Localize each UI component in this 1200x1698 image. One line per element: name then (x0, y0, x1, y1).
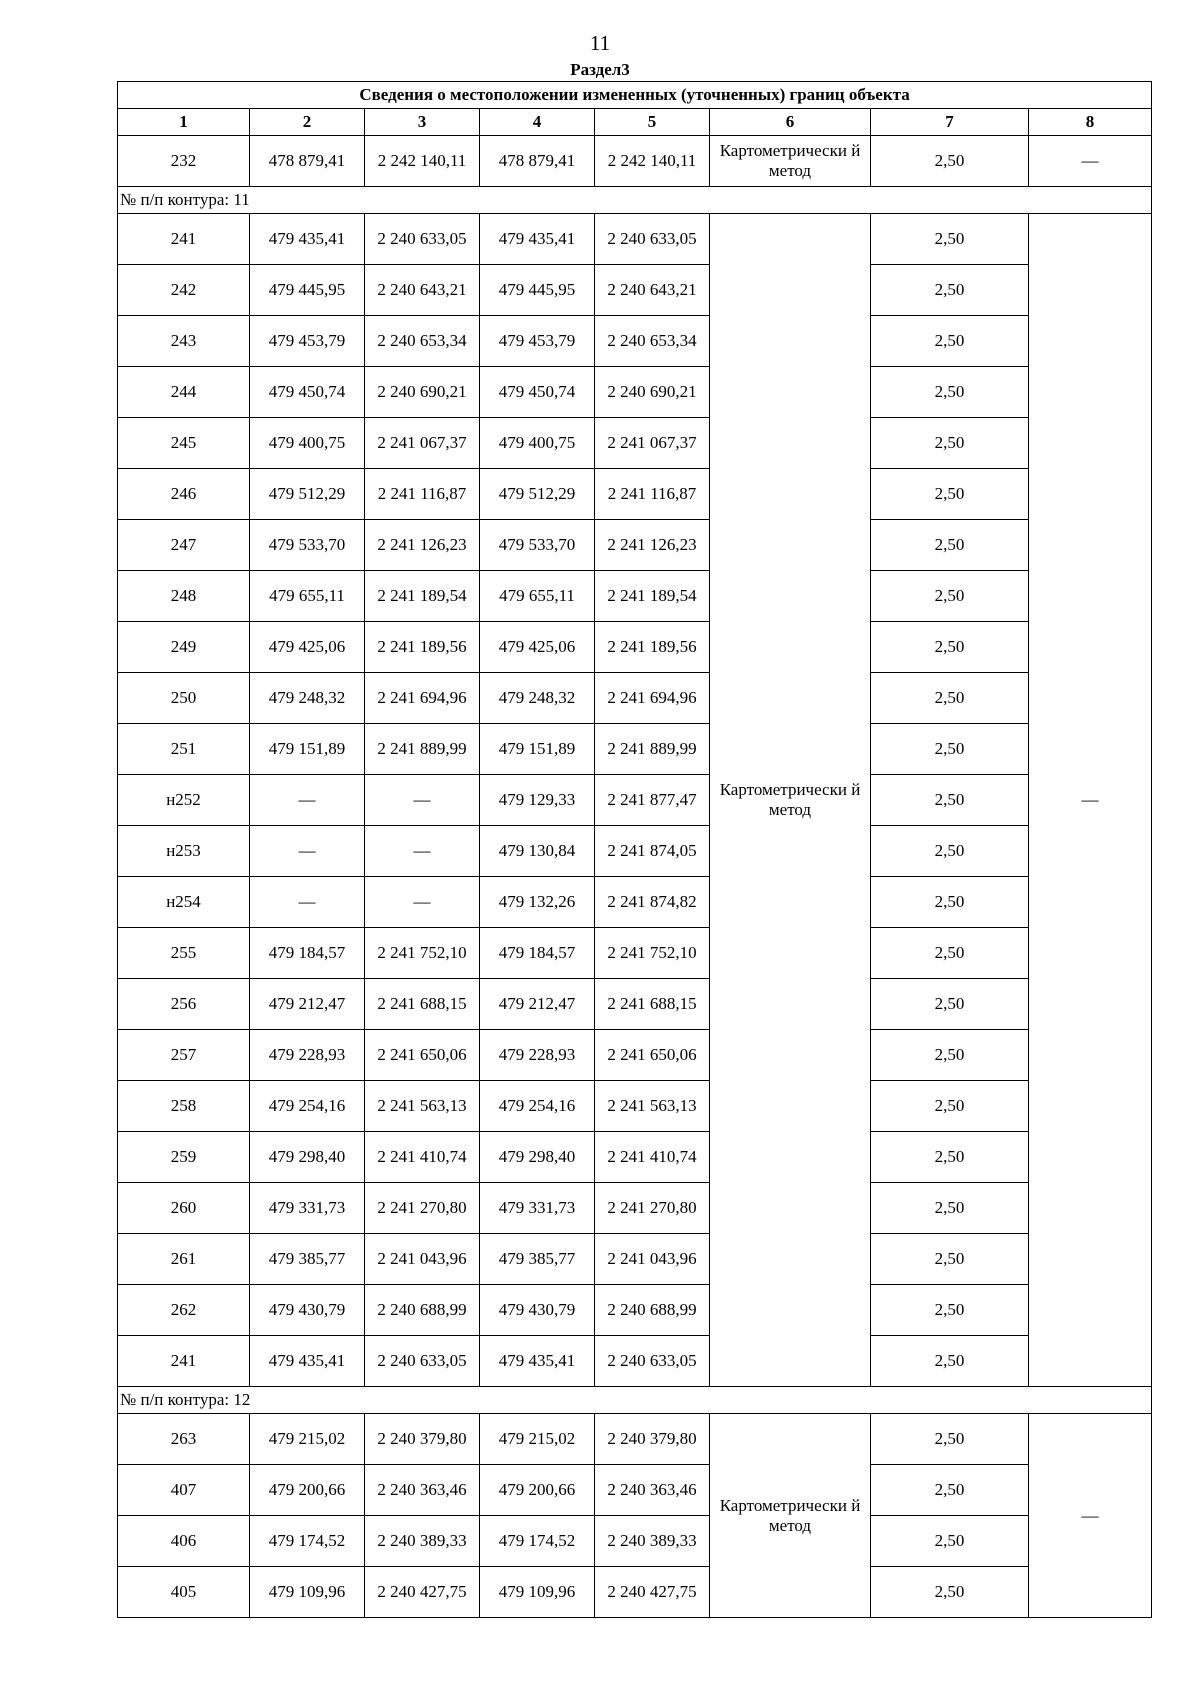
method-cell: Картометрически й метод (710, 214, 871, 1387)
existing-x: 479 254,16 (250, 1081, 365, 1132)
point-number: 248 (118, 571, 250, 622)
refined-x: 479 655,11 (480, 571, 595, 622)
existing-x: 479 512,29 (250, 469, 365, 520)
refined-y: 2 240 690,21 (595, 367, 710, 418)
refined-x: 479 215,02 (480, 1414, 595, 1465)
accuracy: 2,50 (871, 979, 1029, 1030)
refined-x: 479 129,33 (480, 775, 595, 826)
table-row (118, 877, 1152, 928)
accuracy: 2,50 (871, 571, 1029, 622)
existing-x: 479 435,41 (250, 214, 365, 265)
point-number: 258 (118, 1081, 250, 1132)
point-number: 232 (118, 136, 250, 187)
refined-x: 479 512,29 (480, 469, 595, 520)
description: — (1029, 136, 1152, 187)
point-number: 261 (118, 1234, 250, 1285)
refined-x: 479 430,79 (480, 1285, 595, 1336)
method-cell: Картометрически й метод (710, 136, 871, 187)
existing-x: 479 228,93 (250, 1030, 365, 1081)
table-heading: Сведения о местоположении измененных (уточненных) границ объекта (118, 82, 1152, 109)
existing-y: 2 240 653,34 (365, 316, 480, 367)
accuracy: 2,50 (871, 520, 1029, 571)
table-row (118, 1234, 1152, 1285)
point-number: 263 (118, 1414, 250, 1465)
existing-x: — (250, 877, 365, 928)
accuracy: 2,50 (871, 1567, 1029, 1618)
table-row (118, 826, 1152, 877)
point-number: 255 (118, 928, 250, 979)
refined-x: 479 200,66 (480, 1465, 595, 1516)
table-row (118, 316, 1152, 367)
point-number: н254 (118, 877, 250, 928)
table-row (118, 136, 1152, 187)
point-number: 250 (118, 673, 250, 724)
existing-y: — (365, 775, 480, 826)
refined-x: 479 228,93 (480, 1030, 595, 1081)
refined-y: 2 241 410,74 (595, 1132, 710, 1183)
existing-x: 479 533,70 (250, 520, 365, 571)
point-number: 259 (118, 1132, 250, 1183)
existing-x: 479 435,41 (250, 1336, 365, 1387)
existing-x: 479 425,06 (250, 622, 365, 673)
refined-y: 2 240 643,21 (595, 265, 710, 316)
existing-x: 479 151,89 (250, 724, 365, 775)
existing-y: 2 240 633,05 (365, 1336, 480, 1387)
existing-x: 479 212,47 (250, 979, 365, 1030)
existing-x: 479 430,79 (250, 1285, 365, 1336)
accuracy: 2,50 (871, 469, 1029, 520)
refined-y: 2 240 633,05 (595, 214, 710, 265)
column-number: 2 (250, 109, 365, 136)
refined-x: 479 212,47 (480, 979, 595, 1030)
point-number: 247 (118, 520, 250, 571)
boundary-table (117, 81, 1152, 1618)
refined-y: 2 241 874,82 (595, 877, 710, 928)
existing-y: 2 242 140,11 (365, 136, 480, 187)
accuracy: 2,50 (871, 877, 1029, 928)
accuracy: 2,50 (871, 1285, 1029, 1336)
refined-y: 2 241 877,47 (595, 775, 710, 826)
refined-y: 2 241 752,10 (595, 928, 710, 979)
refined-x: 479 425,06 (480, 622, 595, 673)
description: — (1029, 214, 1152, 1387)
refined-x: 479 331,73 (480, 1183, 595, 1234)
refined-y: 2 240 379,80 (595, 1414, 710, 1465)
accuracy: 2,50 (871, 1030, 1029, 1081)
point-number: 262 (118, 1285, 250, 1336)
existing-y: 2 240 688,99 (365, 1285, 480, 1336)
refined-y: 2 241 688,15 (595, 979, 710, 1030)
point-number: 257 (118, 1030, 250, 1081)
refined-x: 479 151,89 (480, 724, 595, 775)
table-row (118, 1030, 1152, 1081)
refined-x: 478 879,41 (480, 136, 595, 187)
existing-y: 2 241 043,96 (365, 1234, 480, 1285)
column-number: 4 (480, 109, 595, 136)
refined-y: 2 240 389,33 (595, 1516, 710, 1567)
existing-x: — (250, 775, 365, 826)
refined-x: 479 248,32 (480, 673, 595, 724)
point-number: 251 (118, 724, 250, 775)
table-row (118, 571, 1152, 622)
accuracy: 2,50 (871, 1336, 1029, 1387)
point-number: 244 (118, 367, 250, 418)
existing-y: 2 240 633,05 (365, 214, 480, 265)
existing-y: 2 240 379,80 (365, 1414, 480, 1465)
existing-x: 479 184,57 (250, 928, 365, 979)
refined-x: 479 385,77 (480, 1234, 595, 1285)
refined-x: 479 400,75 (480, 418, 595, 469)
refined-x: 479 298,40 (480, 1132, 595, 1183)
table-row (118, 1465, 1152, 1516)
column-number: 7 (871, 109, 1029, 136)
point-number: н253 (118, 826, 250, 877)
point-number: 243 (118, 316, 250, 367)
section-title: Раздел3 (570, 60, 630, 79)
table-row (118, 1414, 1152, 1465)
table-row (118, 1132, 1152, 1183)
existing-y: 2 240 643,21 (365, 265, 480, 316)
existing-y: 2 241 650,06 (365, 1030, 480, 1081)
table-row (118, 724, 1152, 775)
accuracy: 2,50 (871, 1132, 1029, 1183)
page-number: 11 (589, 31, 611, 55)
point-number: 241 (118, 1336, 250, 1387)
accuracy: 2,50 (871, 1414, 1029, 1465)
accuracy: 2,50 (871, 1081, 1029, 1132)
point-number: 242 (118, 265, 250, 316)
refined-x: 479 435,41 (480, 1336, 595, 1387)
refined-y: 2 241 874,05 (595, 826, 710, 877)
existing-y: 2 240 389,33 (365, 1516, 480, 1567)
table-row (118, 265, 1152, 316)
description: — (1029, 1414, 1152, 1618)
accuracy: 2,50 (871, 928, 1029, 979)
refined-y: 2 240 653,34 (595, 316, 710, 367)
table-row (118, 520, 1152, 571)
existing-x: 479 400,75 (250, 418, 365, 469)
existing-y: 2 241 694,96 (365, 673, 480, 724)
accuracy: 2,50 (871, 1516, 1029, 1567)
existing-x: 479 109,96 (250, 1567, 365, 1618)
table-row (118, 469, 1152, 520)
table-row (118, 418, 1152, 469)
refined-y: 2 240 688,99 (595, 1285, 710, 1336)
table-row (118, 673, 1152, 724)
point-number: 405 (118, 1567, 250, 1618)
table-row (118, 979, 1152, 1030)
table-row (118, 1336, 1152, 1387)
existing-x: 479 298,40 (250, 1132, 365, 1183)
refined-y: 2 241 126,23 (595, 520, 710, 571)
existing-y: 2 240 427,75 (365, 1567, 480, 1618)
table-row (118, 367, 1152, 418)
column-number: 3 (365, 109, 480, 136)
point-number: н252 (118, 775, 250, 826)
refined-y: 2 241 067,37 (595, 418, 710, 469)
existing-y: 2 240 363,46 (365, 1465, 480, 1516)
accuracy: 2,50 (871, 418, 1029, 469)
refined-y: 2 241 189,56 (595, 622, 710, 673)
table-row (118, 1567, 1152, 1618)
refined-x: 479 132,26 (480, 877, 595, 928)
accuracy: 2,50 (871, 775, 1029, 826)
point-number: 249 (118, 622, 250, 673)
refined-y: 2 240 633,05 (595, 1336, 710, 1387)
existing-x: 479 200,66 (250, 1465, 365, 1516)
existing-y: — (365, 877, 480, 928)
accuracy: 2,50 (871, 622, 1029, 673)
existing-y: 2 241 189,56 (365, 622, 480, 673)
column-number: 1 (118, 109, 250, 136)
existing-x: 479 445,95 (250, 265, 365, 316)
existing-y: 2 241 410,74 (365, 1132, 480, 1183)
refined-y: 2 240 427,75 (595, 1567, 710, 1618)
existing-y: 2 241 752,10 (365, 928, 480, 979)
existing-x: 479 215,02 (250, 1414, 365, 1465)
existing-y: 2 241 126,23 (365, 520, 480, 571)
existing-x: 479 331,73 (250, 1183, 365, 1234)
refined-x: 479 445,95 (480, 265, 595, 316)
point-number: 241 (118, 214, 250, 265)
table-row (118, 214, 1152, 265)
refined-x: 479 435,41 (480, 214, 595, 265)
existing-x: 479 385,77 (250, 1234, 365, 1285)
refined-y: 2 241 694,96 (595, 673, 710, 724)
table-row (118, 1081, 1152, 1132)
refined-y: 2 241 889,99 (595, 724, 710, 775)
accuracy: 2,50 (871, 214, 1029, 265)
contour-label: № п/п контура: 11 (118, 187, 1152, 214)
point-number: 406 (118, 1516, 250, 1567)
existing-y: 2 241 067,37 (365, 418, 480, 469)
refined-y: 2 241 043,96 (595, 1234, 710, 1285)
existing-y: 2 241 889,99 (365, 724, 480, 775)
refined-x: 479 533,70 (480, 520, 595, 571)
refined-y: 2 240 363,46 (595, 1465, 710, 1516)
existing-y: 2 241 189,54 (365, 571, 480, 622)
point-number: 245 (118, 418, 250, 469)
refined-x: 479 174,52 (480, 1516, 595, 1567)
refined-x: 479 130,84 (480, 826, 595, 877)
column-number: 5 (595, 109, 710, 136)
accuracy: 2,50 (871, 826, 1029, 877)
table-row (118, 622, 1152, 673)
refined-x: 479 184,57 (480, 928, 595, 979)
table-row (118, 1516, 1152, 1567)
refined-y: 2 241 563,13 (595, 1081, 710, 1132)
point-number: 407 (118, 1465, 250, 1516)
existing-x: 479 453,79 (250, 316, 365, 367)
existing-x: 478 879,41 (250, 136, 365, 187)
accuracy: 2,50 (871, 673, 1029, 724)
accuracy: 2,50 (871, 1183, 1029, 1234)
existing-y: 2 241 270,80 (365, 1183, 480, 1234)
table-row (118, 928, 1152, 979)
contour-label-row (118, 1387, 1152, 1414)
existing-y: — (365, 826, 480, 877)
point-number: 246 (118, 469, 250, 520)
refined-y: 2 241 650,06 (595, 1030, 710, 1081)
column-number: 8 (1029, 109, 1152, 136)
table-row (118, 1183, 1152, 1234)
refined-y: 2 242 140,11 (595, 136, 710, 187)
existing-x: 479 450,74 (250, 367, 365, 418)
existing-y: 2 240 690,21 (365, 367, 480, 418)
refined-y: 2 241 270,80 (595, 1183, 710, 1234)
accuracy: 2,50 (871, 1234, 1029, 1285)
point-number: 256 (118, 979, 250, 1030)
refined-x: 479 254,16 (480, 1081, 595, 1132)
refined-y: 2 241 189,54 (595, 571, 710, 622)
refined-x: 479 109,96 (480, 1567, 595, 1618)
method-cell: Картометрически й метод (710, 1414, 871, 1618)
existing-x: 479 248,32 (250, 673, 365, 724)
existing-y: 2 241 563,13 (365, 1081, 480, 1132)
accuracy: 2,50 (871, 136, 1029, 187)
existing-x: — (250, 826, 365, 877)
contour-label: № п/п контура: 12 (118, 1387, 1152, 1414)
table-row (118, 1285, 1152, 1336)
existing-x: 479 655,11 (250, 571, 365, 622)
refined-x: 479 453,79 (480, 316, 595, 367)
refined-x: 479 450,74 (480, 367, 595, 418)
contour-label-row (118, 187, 1152, 214)
existing-y: 2 241 688,15 (365, 979, 480, 1030)
accuracy: 2,50 (871, 1465, 1029, 1516)
existing-y: 2 241 116,87 (365, 469, 480, 520)
column-number: 6 (710, 109, 871, 136)
accuracy: 2,50 (871, 316, 1029, 367)
existing-x: 479 174,52 (250, 1516, 365, 1567)
table-row (118, 775, 1152, 826)
accuracy: 2,50 (871, 367, 1029, 418)
refined-y: 2 241 116,87 (595, 469, 710, 520)
accuracy: 2,50 (871, 724, 1029, 775)
accuracy: 2,50 (871, 265, 1029, 316)
point-number: 260 (118, 1183, 250, 1234)
